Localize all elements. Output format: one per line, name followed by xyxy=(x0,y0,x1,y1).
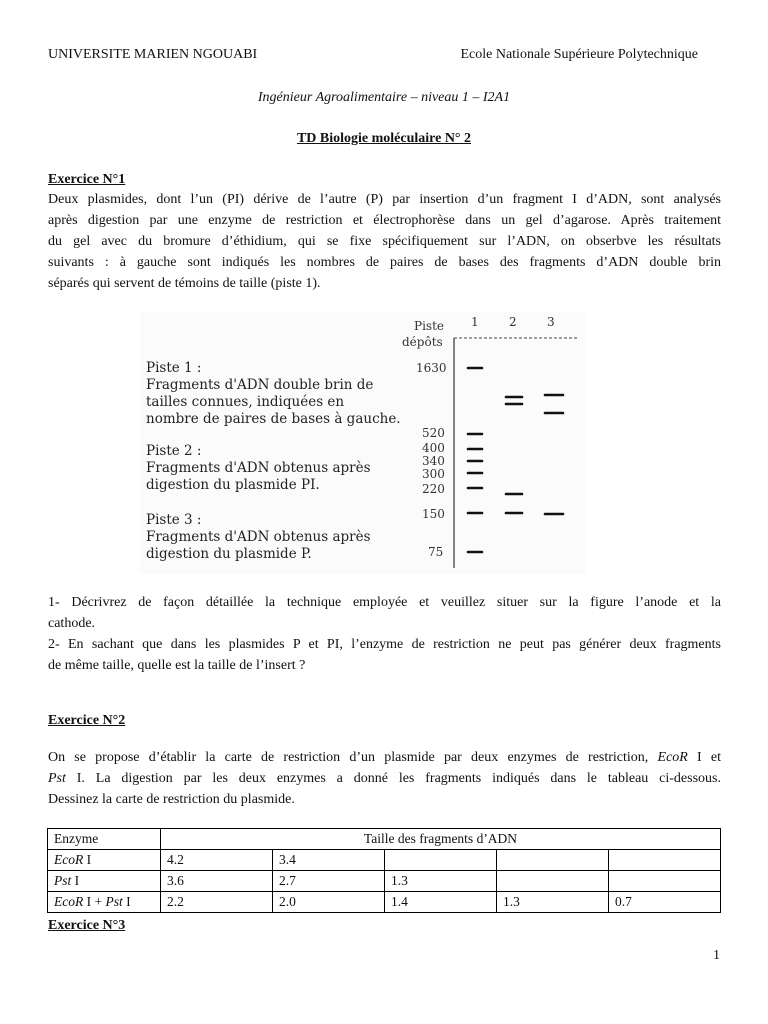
table-cell xyxy=(385,850,497,871)
table-cell: 2.2 xyxy=(161,892,273,913)
statement-text: I. La digestion par les deux enzymes a donné les fragments indiqués dans le tableau ci-dessous. xyxy=(65,771,721,786)
table-cell xyxy=(497,850,609,871)
header-school: Ecole Nationale Supérieure Polytechnique xyxy=(460,47,698,62)
question-2-line: 2- En sachant que dans les plasmides P et PI, l’enzyme de restriction ne peut pas générer deux fragments xyxy=(48,637,721,652)
enzyme-suffix: I xyxy=(71,873,80,888)
legend-piste3-title: Piste 3 : xyxy=(146,512,202,528)
enzyme-cell xyxy=(48,892,161,913)
size-label: 340 xyxy=(422,454,445,468)
legend-piste2-line: digestion du plasmide PI. xyxy=(146,477,320,493)
fragments-table xyxy=(47,828,721,913)
lane-number: 3 xyxy=(547,315,555,329)
enzyme-name: Pst xyxy=(48,771,66,786)
enzyme-name: EcoR xyxy=(54,894,84,909)
intro-line: suivants : à gauche sont indiqués les nombres de paires de bases des fragments d’ADN double brin xyxy=(48,255,721,270)
table-cell: 3.4 xyxy=(273,850,385,871)
table-cell: 2.0 xyxy=(273,892,385,913)
statement-line: Dessinez la carte de restriction du plasmide. xyxy=(48,792,295,807)
table-cell: 1.4 xyxy=(385,892,497,913)
size-label: 1630 xyxy=(416,361,447,375)
legend-piste2-line: Fragments d'ADN obtenus après xyxy=(146,460,371,476)
legend-piste1-title: Piste 1 : xyxy=(146,360,202,376)
legend-piste3-line: Fragments d'ADN obtenus après xyxy=(146,529,371,545)
statement-text: I et xyxy=(687,750,722,765)
question-1 xyxy=(48,592,721,634)
size-label: 300 xyxy=(422,467,445,481)
enzyme-cell xyxy=(48,871,161,892)
table-cell: 1.3 xyxy=(385,871,497,892)
enzyme-suffix: I + xyxy=(83,894,106,909)
table-header-row xyxy=(48,829,721,850)
enzyme-suffix: I xyxy=(122,894,131,909)
exercise-2-statement xyxy=(48,747,721,810)
course-subtitle: Ingénieur Agroalimentaire – niveau 1 – I2A1 xyxy=(257,90,511,105)
table-row xyxy=(48,871,721,892)
exercise-1-heading: Exercice N°1 xyxy=(48,172,126,187)
table-row xyxy=(48,850,721,871)
legend-piste3-line: digestion du plasmide P. xyxy=(146,546,312,562)
size-label: 400 xyxy=(422,441,445,455)
enzyme-name: Pst xyxy=(54,873,72,888)
question-2-line: de même taille, quelle est la taille de l’insert ? xyxy=(48,658,306,673)
size-label: 520 xyxy=(422,426,445,440)
question-1-line: 1- Décrivrez de façon détaillée la technique employée et veuillez situer sur la figure l’anode et la xyxy=(48,595,721,610)
intro-line: après digestion par une enzyme de restriction et électrophorèse dans un gel d’agarose. Après traitement xyxy=(48,213,721,228)
table-cell: 3.6 xyxy=(161,871,273,892)
exercise-1-intro xyxy=(48,189,721,294)
exercise-2-heading: Exercice N°2 xyxy=(48,713,126,728)
header-enzyme: Enzyme xyxy=(48,829,161,850)
statement-line xyxy=(48,768,721,789)
statement-line xyxy=(48,747,721,768)
page-number: 1 xyxy=(713,948,720,963)
enzyme-name: EcoR xyxy=(657,750,688,765)
enzyme-cell xyxy=(48,850,161,871)
header-fragment-sizes: Taille des fragments d’ADN xyxy=(161,829,721,850)
intro-line: Deux plasmides, dont l’un (PI) dérive de l’autre (P) par insertion d’un fragment I d’ADN, sont analysés xyxy=(48,192,721,207)
exercise-3-heading: Exercice N°3 xyxy=(48,918,126,933)
question-1-line: cathode. xyxy=(48,616,96,631)
legend-piste1-line: nombre de paires de bases à gauche. xyxy=(146,411,401,427)
size-label: 75 xyxy=(428,545,444,559)
gel-electrophoresis-figure xyxy=(140,312,586,574)
table-cell xyxy=(609,871,721,892)
lane-number: 2 xyxy=(509,315,517,329)
intro-line: du gel avec du bromure d’éthidium, qui se fixe spécifiquement sur l’ADN, on obserbve les résultats xyxy=(48,234,721,249)
gel-label-piste: Piste xyxy=(414,319,444,333)
legend-piste1-line: Fragments d'ADN double brin de xyxy=(146,377,374,393)
size-label: 220 xyxy=(422,482,445,496)
intro-line: séparés qui servent de témoins de taille (piste 1). xyxy=(48,276,321,291)
size-label: 150 xyxy=(422,507,445,521)
header-university: UNIVERSITE MARIEN NGOUABI xyxy=(48,47,258,62)
lane-number: 1 xyxy=(471,315,479,329)
legend-piste2-title: Piste 2 : xyxy=(146,443,202,459)
table-cell xyxy=(497,871,609,892)
enzyme-suffix: I xyxy=(83,852,92,867)
enzyme-name: Pst xyxy=(105,894,123,909)
enzyme-name: EcoR xyxy=(54,852,84,867)
page-title: TD Biologie moléculaire N° 2 xyxy=(296,131,472,146)
table-cell: 0.7 xyxy=(609,892,721,913)
table-cell xyxy=(609,850,721,871)
table-cell: 1.3 xyxy=(497,892,609,913)
table-cell: 2.7 xyxy=(273,871,385,892)
table-row xyxy=(48,892,721,913)
statement-text: On se propose d’établir la carte de restriction d’un plasmide par deux enzymes de restriction, xyxy=(48,750,649,765)
table-cell: 4.2 xyxy=(161,850,273,871)
question-2 xyxy=(48,634,721,676)
legend-piste1-line: tailles connues, indiquées en xyxy=(146,394,345,410)
gel-label-depots: dépôts xyxy=(402,335,443,349)
